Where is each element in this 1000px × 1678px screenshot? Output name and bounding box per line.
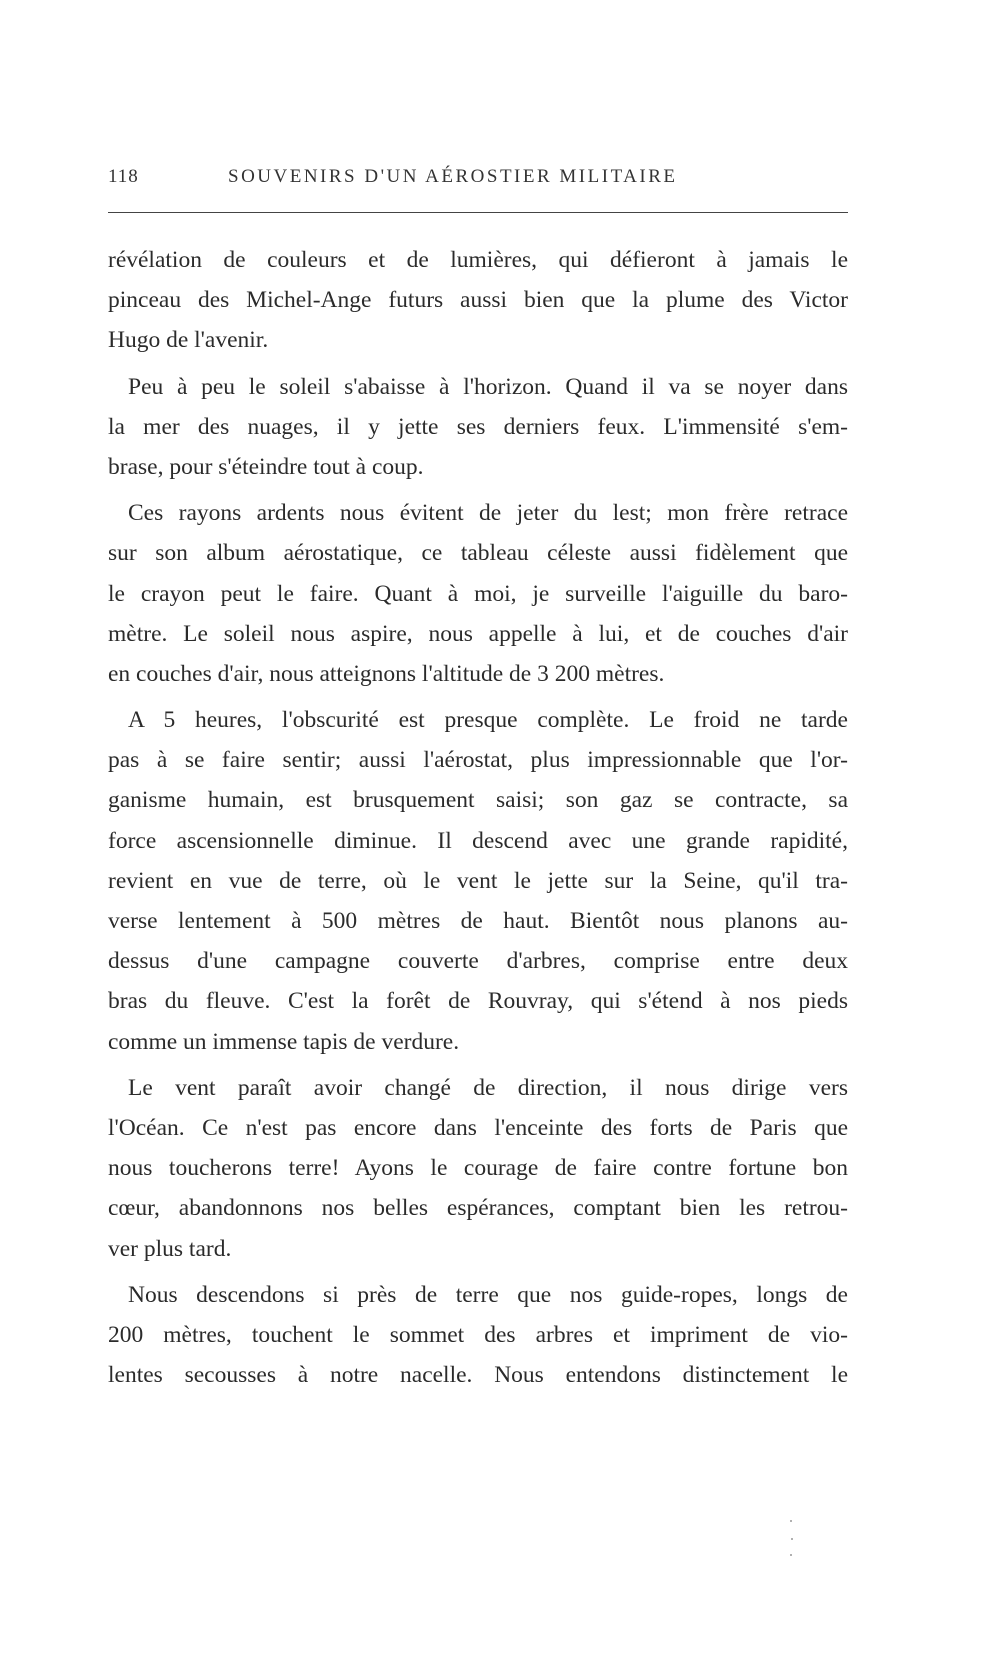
text-line: ganisme humain, est brusquement saisi; son gaz se contracte, sa xyxy=(108,787,848,814)
text-line: la mer des nuages, il y jette ses derniers feux. L'immensité s'em- xyxy=(108,413,848,440)
paper-speck xyxy=(790,1520,792,1522)
text-line: pas à se faire sentir; aussi l'aérostat, plus impressionnable que l'or- xyxy=(108,747,848,774)
text-line: A 5 heures, l'obscurité est presque complète. Le froid ne tarde xyxy=(128,707,848,734)
text-line: lentes secousses à notre nacelle. Nous entendons distinctement le xyxy=(108,1362,848,1389)
text-line: mètre. Le soleil nous aspire, nous appelle à lui, et de couches d'air xyxy=(108,620,848,647)
text-line: Peu à peu le soleil s'abaisse à l'horizon. Quand il va se noyer dans xyxy=(128,373,848,400)
paragraph xyxy=(108,1275,848,1396)
text-line: Ces rayons ardents nous évitent de jeter du lest; mon frère retrace xyxy=(128,500,848,527)
paragraph xyxy=(108,700,848,1062)
text-line: Hugo de l'avenir. xyxy=(108,327,269,354)
body-text xyxy=(108,240,848,1395)
text-line: 200 mètres, touchent le sommet des arbres et impriment de vio- xyxy=(108,1321,848,1348)
paper-speck xyxy=(790,1554,792,1556)
text-line: le crayon peut le faire. Quant à moi, je surveille l'aiguille du baro- xyxy=(108,580,848,607)
text-line: dessus d'une campagne couverte d'arbres, comprise entre deux xyxy=(108,948,848,975)
text-line: ver plus tard. xyxy=(108,1235,232,1262)
text-line: revient en vue de terre, où le vent le jette sur la Seine, qu'il tra- xyxy=(108,867,848,894)
page-number: 118 xyxy=(108,166,139,187)
paper-speck xyxy=(791,1538,793,1540)
text-line: cœur, abandonnons nos belles espérances, comptant bien les retrou- xyxy=(108,1195,848,1222)
running-head xyxy=(108,166,848,198)
paragraph xyxy=(108,1068,848,1269)
running-title: SOUVENIRS D'UN AÉROSTIER MILITAIRE xyxy=(228,166,678,187)
text-line: force ascensionnelle diminue. Il descend avec une grande rapidité, xyxy=(108,827,848,854)
paragraph xyxy=(108,240,848,361)
text-line: brase, pour s'éteindre tout à coup. xyxy=(108,453,424,480)
text-line: Le vent paraît avoir changé de direction, il nous dirige vers xyxy=(128,1074,848,1101)
text-line: l'Océan. Ce n'est pas encore dans l'enceinte des forts de Paris que xyxy=(108,1114,848,1141)
text-line: révélation de couleurs et de lumières, qui défieront à jamais le xyxy=(108,247,848,273)
text-line: nous toucherons terre! Ayons le courage de faire contre fortune bon xyxy=(108,1155,848,1182)
text-line: en couches d'air, nous atteignons l'altitude de 3 200 mètres. xyxy=(108,660,665,687)
paragraph xyxy=(108,493,848,694)
text-line: Nous descendons si près de terre que nos guide-ropes, longs de xyxy=(128,1281,848,1308)
text-line: comme un immense tapis de verdure. xyxy=(108,1028,460,1055)
text-line: pinceau des Michel-Ange futurs aussi bien que la plume des Victor xyxy=(108,287,848,314)
text-line: verse lentement à 500 mètres de haut. Bientôt nous planons au- xyxy=(108,908,848,934)
paper-specks xyxy=(790,1520,794,1560)
text-line: bras du fleuve. C'est la forêt de Rouvray, qui s'étend à nos pieds xyxy=(108,988,848,1015)
text-line: sur son album aérostatique, ce tableau céleste aussi fidèlement que xyxy=(108,540,848,567)
paragraph xyxy=(108,367,848,488)
header-rule xyxy=(108,212,848,213)
